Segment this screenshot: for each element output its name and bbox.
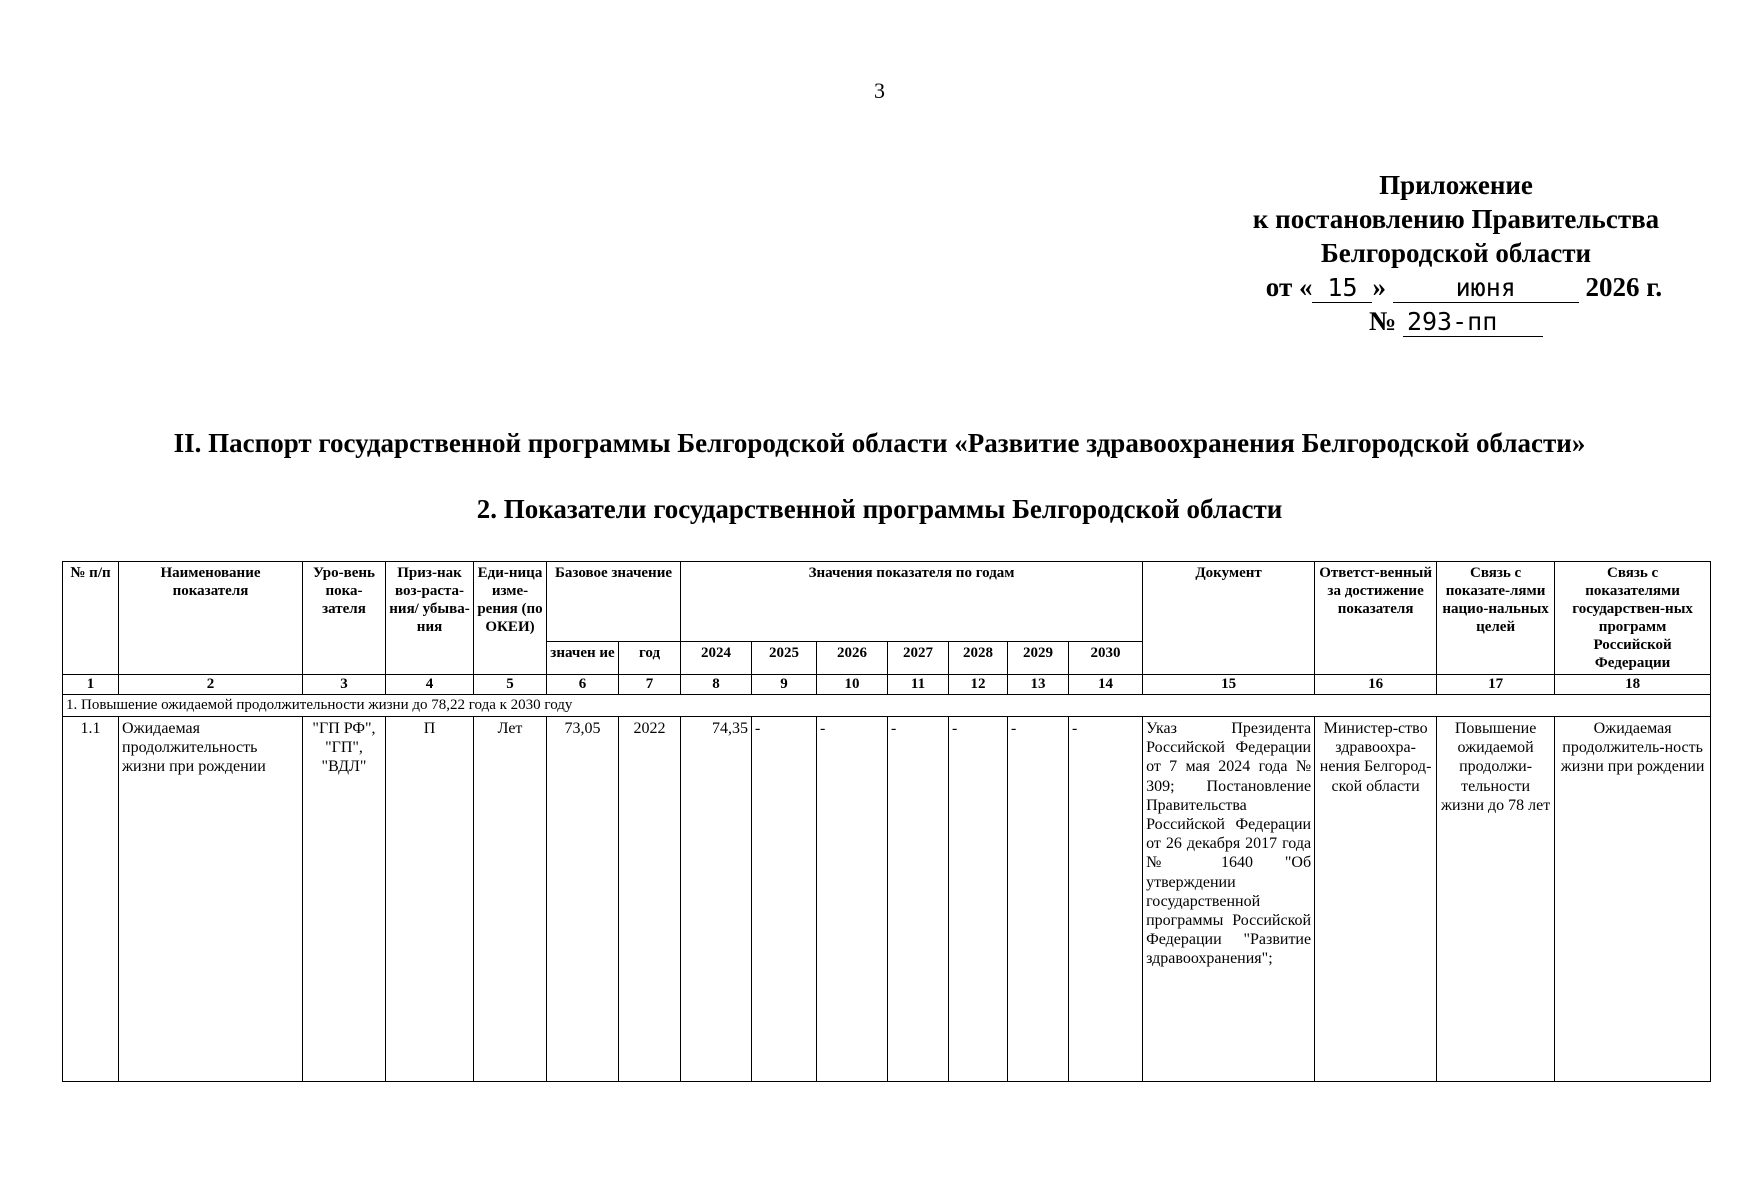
appendix-title: Приложение <box>1379 170 1533 200</box>
header-year-2024: 2024 <box>681 642 752 675</box>
date-prefix: от « <box>1265 272 1313 302</box>
date-day: 15 <box>1312 274 1372 303</box>
column-number: 17 <box>1437 675 1555 695</box>
table-title: 2. Показатели государственной программы Белгородской области <box>476 494 1283 524</box>
column-number: 5 <box>474 675 547 695</box>
number-value: 293-пп <box>1403 308 1543 337</box>
goal-text: 1. Повышение ожидаемой продолжительности жизни до 78,22 года к 2030 году <box>63 695 1711 717</box>
column-number: 12 <box>949 675 1008 695</box>
column-numbers-row <box>63 675 1711 695</box>
header-unit: Еди-ница изме-рения (по ОКЕИ) <box>474 562 547 675</box>
cell-num: 1.1 <box>63 717 119 1082</box>
column-number: 2 <box>119 675 303 695</box>
cell-value-2029: - <box>1008 717 1069 1082</box>
cell-level: "ГП РФ", "ГП", "ВДЛ" <box>303 717 386 1082</box>
appendix-number <box>1196 304 1716 338</box>
header-national-goals: Связь с показате-лями нацио-нальных целей <box>1437 562 1555 675</box>
column-number: 11 <box>888 675 949 695</box>
header-federal-programs: Связь с показателями государствен-ных программ Российской Федерации <box>1555 562 1711 675</box>
header-year-2028: 2028 <box>949 642 1008 675</box>
column-number: 9 <box>752 675 817 695</box>
header-year-2026: 2026 <box>817 642 888 675</box>
header-year-2030: 2030 <box>1069 642 1143 675</box>
column-number: 13 <box>1008 675 1069 695</box>
goal-row <box>63 695 1711 717</box>
cell-federal-programs: Ожидаемая продолжитель-ность жизни при рождении <box>1555 717 1711 1082</box>
column-number: 14 <box>1069 675 1143 695</box>
header-responsible: Ответст-венный за достижение показателя <box>1315 562 1437 675</box>
table-row <box>63 717 1711 1082</box>
cell-value-2028: - <box>949 717 1008 1082</box>
cell-value-2026: - <box>817 717 888 1082</box>
cell-base-year: 2022 <box>619 717 681 1082</box>
header-base-value: значен ие <box>547 642 619 675</box>
cell-document: Указ Президента Российской Федерации от 7 мая 2024 года № 309; Постановление Правительства Российской Федерации от 26 декабря 2017 года № 1640 "Об утверждении государственной программы Российской Федерации "Развитие здравоохранения"; <box>1143 717 1315 1082</box>
cell-base-value: 73,05 <box>547 717 619 1082</box>
column-number: 16 <box>1315 675 1437 695</box>
column-number: 18 <box>1555 675 1711 695</box>
appendix-block <box>1196 168 1716 338</box>
appendix-date <box>1196 270 1716 304</box>
header-by-years: Значения показателя по годам <box>681 562 1143 642</box>
cell-value-2030: - <box>1069 717 1143 1082</box>
header-document: Документ <box>1143 562 1315 675</box>
column-number: 6 <box>547 675 619 695</box>
cell-value-2027: - <box>888 717 949 1082</box>
header-year-2027: 2027 <box>888 642 949 675</box>
header-base: Базовое значение <box>547 562 681 642</box>
header-num: № п/п <box>63 562 119 675</box>
number-prefix: № <box>1369 306 1397 336</box>
indicators-table <box>62 561 1711 1082</box>
date-year: 2026 г. <box>1585 272 1663 302</box>
cell-name: Ожидаемая продолжительность жизни при рождении <box>119 717 303 1082</box>
cell-value-2024: 74,35 <box>681 717 752 1082</box>
column-number: 8 <box>681 675 752 695</box>
cell-responsible: Министер-ство здравоохра-нения Белгород-ской области <box>1315 717 1437 1082</box>
page-number: 3 <box>874 78 885 103</box>
header-level: Уро-вень пока-зателя <box>303 562 386 675</box>
appendix-resolution: к постановлению Правительства <box>1252 204 1660 234</box>
column-number: 4 <box>386 675 474 695</box>
date-mid: » <box>1372 272 1386 302</box>
section-title: II. Паспорт государственной программы Белгородской области «Развитие здравоохранения Белгородской области» <box>173 428 1586 458</box>
column-number: 10 <box>817 675 888 695</box>
header-year-2025: 2025 <box>752 642 817 675</box>
header-trend: Приз-нак воз-раста-ния/ убыва-ния <box>386 562 474 675</box>
column-number: 1 <box>63 675 119 695</box>
cell-unit: Лет <box>474 717 547 1082</box>
header-base-year: год <box>619 642 681 675</box>
cell-national-goals: Повышение ожидаемой продолжи-тельности жизни до 78 лет <box>1437 717 1555 1082</box>
appendix-region: Белгородской области <box>1320 238 1592 268</box>
column-number: 3 <box>303 675 386 695</box>
header-row-1 <box>63 562 1711 642</box>
column-number: 7 <box>619 675 681 695</box>
header-name: Наименование показателя <box>119 562 303 675</box>
date-month: июня <box>1393 274 1579 303</box>
header-year-2029: 2029 <box>1008 642 1069 675</box>
cell-trend: П <box>386 717 474 1082</box>
cell-value-2025: - <box>752 717 817 1082</box>
column-number: 15 <box>1143 675 1315 695</box>
